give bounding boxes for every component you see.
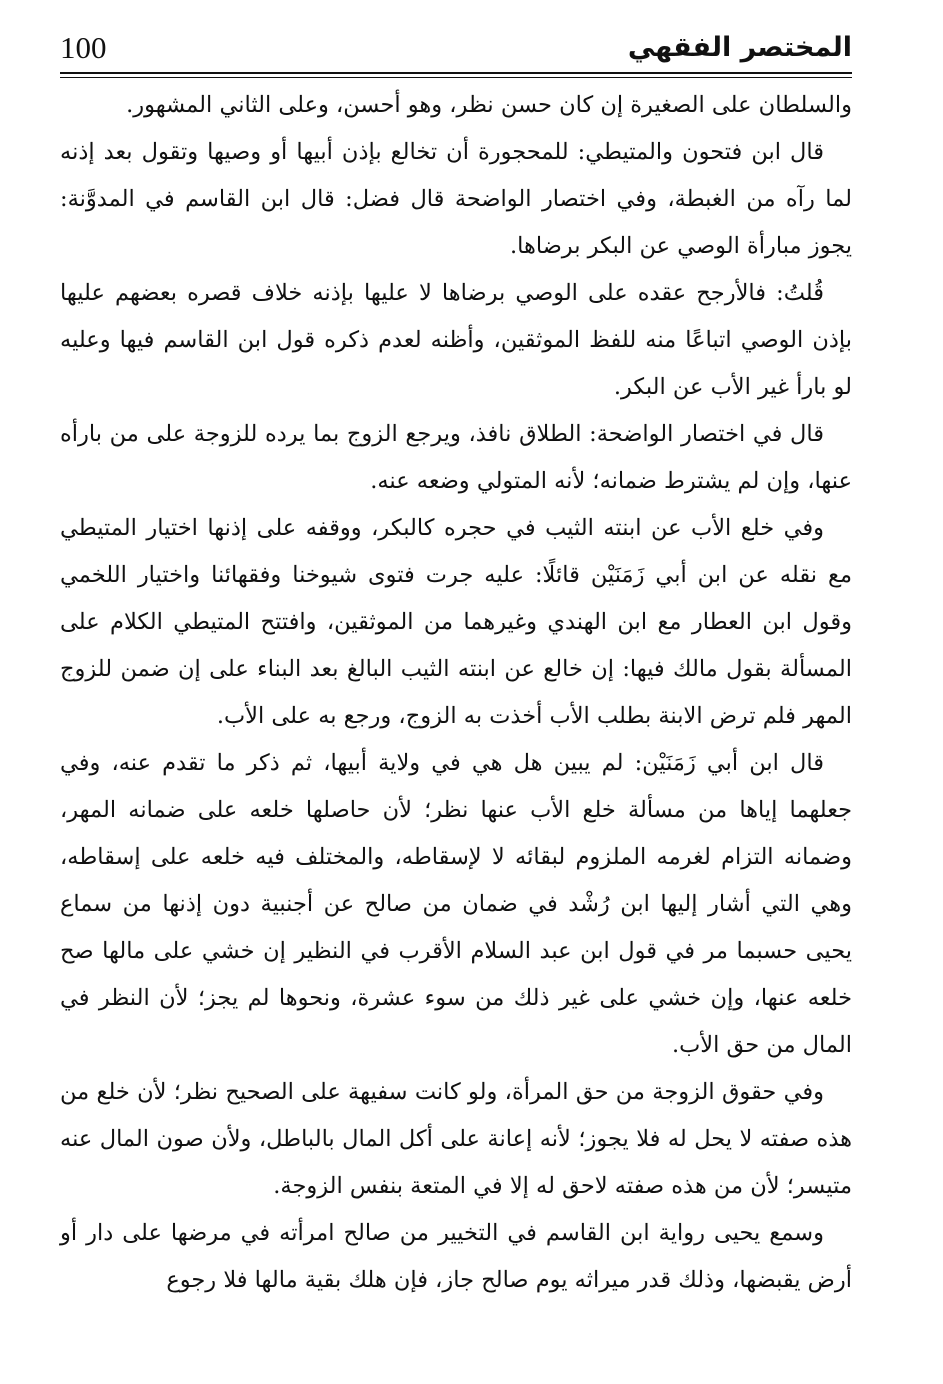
paragraph: قُلتُ: فالأرجح عقده على الوصي برضاها لا عليها بإذنه خلاف قصره بعضهم عليها بإذن الوصي اتباعًا منه للفظ الموثقين، وأظنه لعدم ذكره قول ابن القاسم فيها وعليه لو بارأ غير الأب عن البكر. <box>60 280 852 400</box>
book-page <box>60 28 852 1304</box>
paragraph: قال ابن فتحون والمتيطي: للمحجورة أن تخالع بإذن أبيها أو وصيها وتقول بعد إذنه لما رآه من الغبطة، وفي اختصار الواضحة قال فضل: قال ابن القاسم في المدوَّنة: يجوز مبارأة الوصي عن البكر برضاها. <box>60 139 852 259</box>
page-header <box>60 28 852 80</box>
paragraph: والسلطان على الصغيرة إن كان حسن نظر، وهو أحسن، وعلى الثاني المشهور. <box>126 92 852 118</box>
paragraph: قال في اختصار الواضحة: الطلاق نافذ، ويرجع الزوج بما يرده للزوجة على من بارأه عنها، وإن لم يشترط ضمانه؛ لأنه المتولي وضعه عنه. <box>60 421 852 494</box>
book-title: المختصر الفقهي <box>627 32 852 63</box>
body-text <box>60 82 852 1304</box>
header-rule-thin <box>60 77 852 78</box>
paragraph: وفي خلع الأب عن ابنته الثيب في حجره كالبكر، ووقفه على إذنها اختيار المتيطي مع نقله عن ابن أبي زَمَنَيْن قائلًا: عليه جرت فتوى شيوخنا وفقهائنا واختيار اللخمي وقول ابن العطار مع ابن الهندي وغيرهما من الموثقين، وافتتح المتيطي الكلام على المسألة بقول مالك فيها: إن خالع عن ابنته الثيب البالغ بعد البناء على إن ضمن للزوج المهر فلم ترض الابنة بطلب الأب أخذت به الزوج، ورجع به على الأب. <box>60 515 852 729</box>
page-number: 100 <box>60 30 107 65</box>
paragraph: وفي حقوق الزوجة من حق المرأة، ولو كانت سفيهة على الصحيح نظر؛ لأن خلع من هذه صفته لا يحل له فلا يجوز؛ لأنه إعانة على أكل المال بالباطل، ولأن صون المال عنه متيسر؛ لأن من هذه صفته لاحق له إلا في المتعة بنفس الزوجة. <box>60 1079 852 1199</box>
header-rule <box>60 72 852 74</box>
paragraph: وسمع يحيى رواية ابن القاسم في التخيير من صالح امرأته في مرضها على دار أو أرض يقبضها، وذلك قدر ميراثه يوم صالح جاز، فإن هلك بقية مالها فلا رجوع <box>60 1220 852 1293</box>
paragraph: قال ابن أبي زَمَنَيْن: لم يبين هل هي في ولاية أبيها، ثم ذكر ما تقدم عنه، وفي جعلهما إياها من مسألة خلع الأب عنها نظر؛ لأن حاصلها خلعه على ضمانه المهر، وضمانه التزام لغرمه الملزوم لبقائه لا لإسقاطه، والمختلف فيه خلعه على إسقاطه، وهي التي أشار إليها ابن رُشْد في ضمان من صالح عن أجنبية دون إذنها من سماع يحيى حسبما مر في قول ابن عبد السلام الأقرب في النظير إن خشي على مالها صح خلعه عنها، وإن خشي على غير ذلك من سوء عشرة، ونحوها لم يجز؛ لأن النظر في المال من حق الأب. <box>60 750 852 1058</box>
